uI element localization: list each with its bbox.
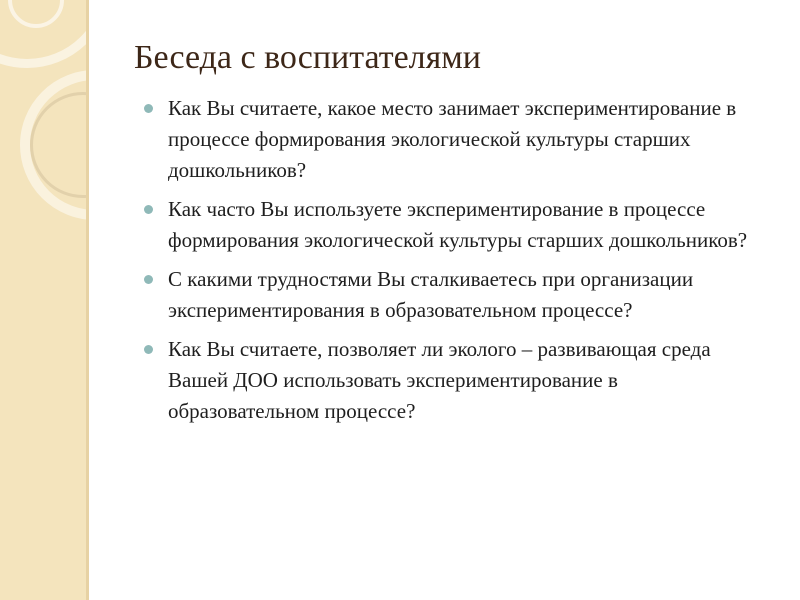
bullet-list xyxy=(142,93,772,435)
bullet-dot-icon xyxy=(144,205,153,214)
side-panel-edge xyxy=(86,0,89,600)
bullet-text: Как Вы считаете, какое место занимает экспериментирование в процессе формирования экологической культуры старших дошкольников? xyxy=(168,96,737,182)
bullet-dot-icon xyxy=(144,275,153,284)
slide-title: Беседа с воспитателями xyxy=(134,39,481,76)
bullet-item xyxy=(142,264,772,326)
bullet-text: Как часто Вы используете экспериментирование в процессе формирования экологической культуры старших дошкольников? xyxy=(168,197,748,252)
bullet-dot-icon xyxy=(144,345,153,354)
bullet-item xyxy=(142,93,772,186)
bullet-item xyxy=(142,334,772,427)
bullet-text: Как Вы считаете, позволяет ли эколого – развивающая среда Вашей ДОО использовать экспериментирование в образовательном процессе? xyxy=(168,337,711,423)
bullet-item xyxy=(142,194,772,256)
bullet-dot-icon xyxy=(144,104,153,113)
bullet-text: С какими трудностями Вы сталкиваетесь при организации экспериментирования в образовательном процессе? xyxy=(168,267,694,322)
decorative-side-panel xyxy=(0,0,86,600)
